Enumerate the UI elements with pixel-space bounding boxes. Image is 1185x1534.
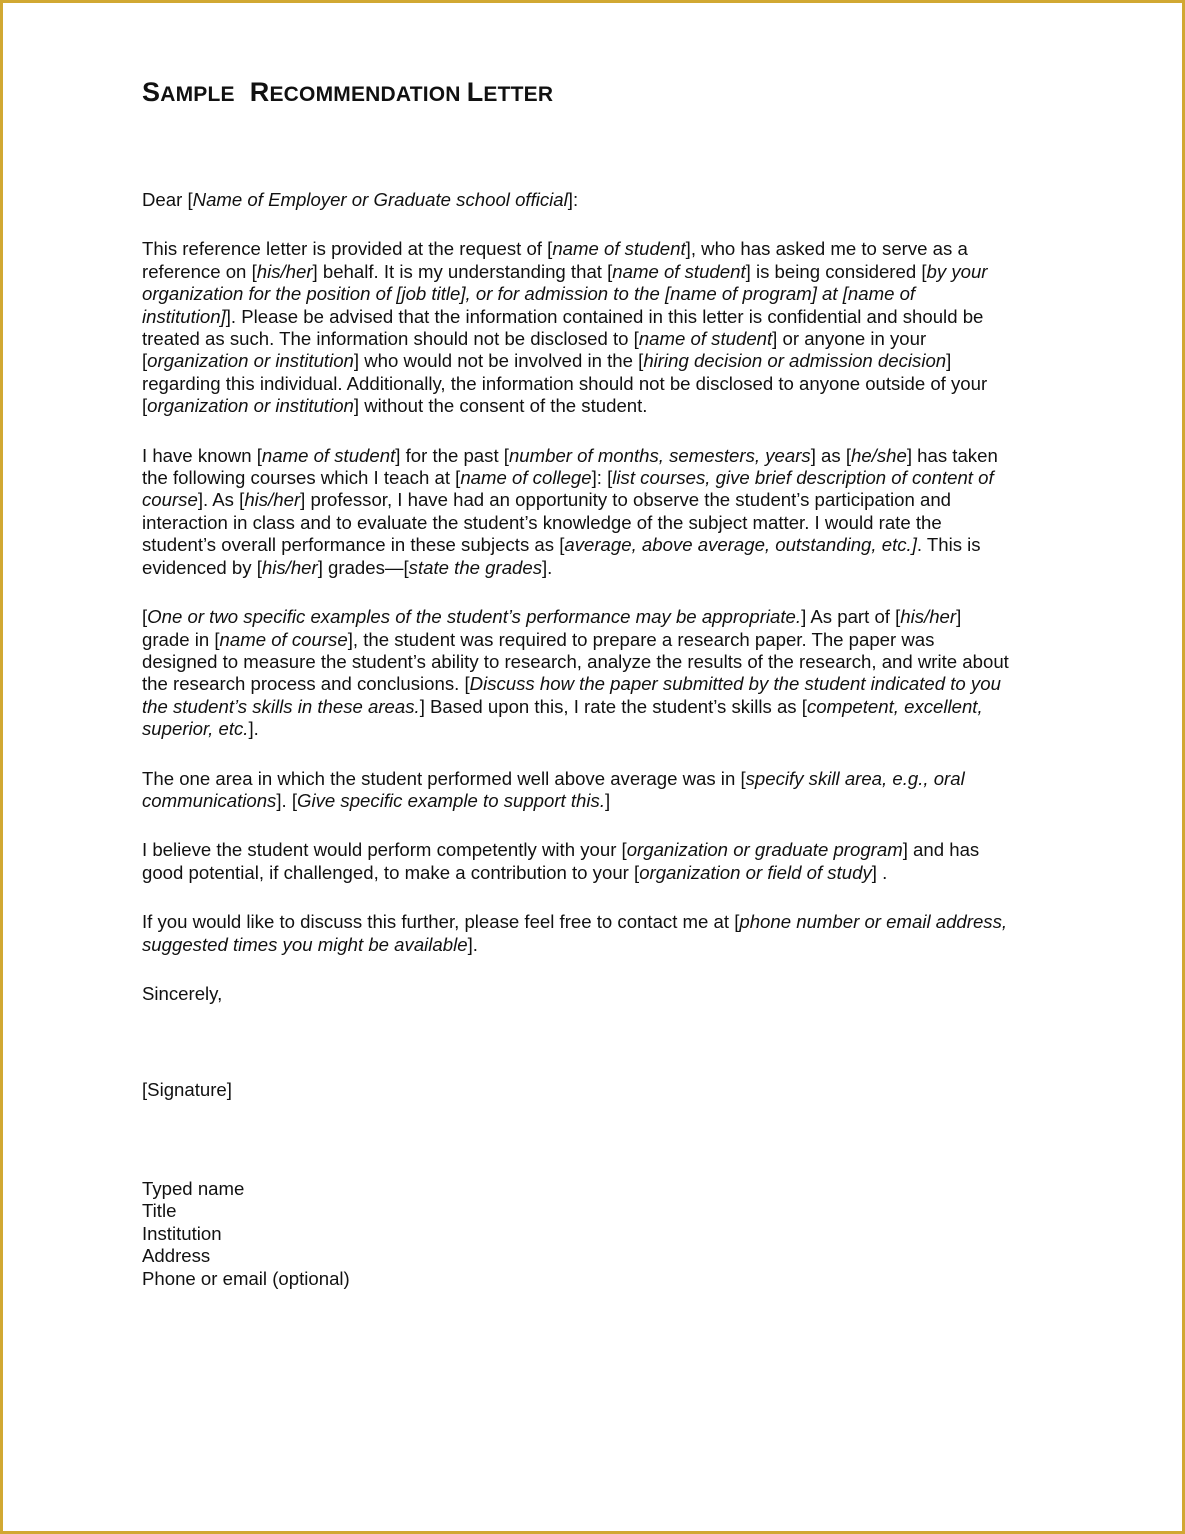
paragraph-contact — [142, 911, 1057, 956]
placeholder-text: One or two specific examples of the student’s performance may be appropriate. — [147, 606, 802, 628]
placeholder-text: specify skill area, e.g., oral — [745, 767, 965, 789]
paragraph-potential — [142, 839, 1057, 884]
text-line: good potential, if challenged, to make a contribution to your [organization or field of study] . — [142, 861, 888, 883]
title-word-2-initial: R — [249, 77, 270, 107]
text-line: suggested times you might be available]. — [142, 933, 478, 955]
text-line: designed to measure the student’s ability to research, analyze the results of the research, and write about — [142, 650, 1009, 672]
text-line: institution]]. Please be advised that the information contained in this letter is confidential and should be — [142, 305, 984, 327]
placeholder-employer-name: Name of Employer or Graduate school official — [192, 189, 568, 210]
salutation: Dear [Name of Employer or Graduate school official]: — [142, 189, 579, 210]
text-line: the research process and conclusions. [Discuss how the paper submitted by the student indicated to you — [142, 673, 1001, 695]
placeholder-text: state the grades — [408, 556, 543, 578]
text-line: If you would like to discuss this further, please feel free to contact me at [phone number or email address, — [142, 911, 1008, 933]
placeholder-text: superior, etc. — [142, 718, 249, 740]
text-line: I have known [name of student] for the past [number of months, semesters, years] as [he/she] has taken — [142, 444, 998, 466]
signer-title: Title — [142, 1200, 177, 1222]
placeholder-text: Discuss how the paper submitted by the student indicated to you — [469, 673, 1001, 695]
text-line — [142, 283, 1057, 305]
placeholder-text: name of student — [612, 260, 746, 282]
placeholder-text: institution] — [142, 305, 226, 327]
document-title — [142, 75, 553, 112]
text-line: reference on [his/her] behalf. It is my understanding that [name of student] is being considered [by your — [142, 260, 988, 282]
text-line: [organization or institution] without the consent of the student. — [142, 395, 648, 417]
text-line: the student’s skills in these areas.] Based upon this, I rate the student’s skills as [competent, excellent, — [142, 695, 983, 717]
text-line: superior, etc.]. — [142, 718, 259, 740]
placeholder-text: organization for the position of [job title], or for admission to the [name of program] at [name of — [142, 283, 916, 305]
signer-contact: Phone or email (optional) — [142, 1267, 350, 1289]
signer-details — [142, 1178, 350, 1290]
placeholder-text: by your — [926, 260, 988, 282]
placeholder-text: his/her — [256, 260, 313, 282]
text-line: The one area in which the student performed well above average was in [specify skill area, e.g., oral — [142, 767, 965, 789]
placeholder-text: course — [142, 489, 198, 511]
placeholder-text: Give specific example to support this. — [297, 789, 605, 811]
title-word-3-rest: ETTER — [483, 83, 554, 106]
paragraph-skill-area — [142, 768, 1057, 813]
signature-placeholder: [Signature] — [142, 1079, 232, 1100]
paragraph-performance-examples — [142, 606, 1057, 740]
placeholder-text: name of student — [552, 238, 686, 260]
placeholder-text: the student’s skills in these areas. — [142, 695, 420, 717]
signer-address: Address — [142, 1245, 211, 1267]
placeholder-text: average, above average, outstanding, etc.] — [564, 534, 917, 556]
text-line: regarding this individual. Additionally, the information should not be disclosed to anyone outside of your — [142, 372, 988, 394]
text-line: [One or two specific examples of the student’s performance may be appropriate.] As part of [his/her] — [142, 606, 962, 628]
placeholder-text: number of months, semesters, years — [508, 444, 811, 466]
text-line: student’s overall performance in these subjects as [average, above average, outstanding, etc.]. This is — [142, 534, 981, 556]
placeholder-text: name of college — [460, 467, 592, 489]
placeholder-text: phone number or email address, — [739, 911, 1008, 933]
title-word-1-rest: AMPLE — [160, 83, 235, 106]
placeholder-text: hiring decision or admission decision — [643, 350, 947, 372]
title-word-3-initial: L — [466, 77, 484, 107]
text-line: treated as such. The information should not be disclosed to [name of student] or anyone in your — [142, 328, 927, 350]
signer-institution: Institution — [142, 1222, 222, 1244]
closing: Sincerely, — [142, 982, 223, 1004]
placeholder-text: organization or institution — [147, 395, 354, 417]
paragraph-courses-known — [142, 445, 1057, 579]
text-line: interaction in class and to evaluate the student’s knowledge of the subject matter. I would rate the — [142, 511, 942, 533]
text-line: grade in [name of course], the student was required to prepare a research paper. The paper was — [142, 628, 935, 650]
typed-name: Typed name — [142, 1178, 245, 1199]
paragraph-reference-request — [142, 238, 1057, 417]
letter-body — [142, 189, 1057, 1005]
text-line: the following courses which I teach at [name of college]: [list courses, give brief description of content of — [142, 467, 994, 489]
text-line: communications]. [Give specific example to support this.] — [142, 789, 611, 811]
placeholder-text: organization or field of study — [639, 861, 872, 883]
placeholder-text: list courses, give brief description of content of — [612, 467, 994, 489]
text-line: I believe the student would perform competently with your [organization or graduate program] and has — [142, 839, 980, 861]
title-word-1-initial: S — [142, 77, 161, 107]
placeholder-text: communications — [142, 789, 277, 811]
title-word-2-rest: ECOMMENDATION — [269, 83, 461, 106]
placeholder-text: his/her — [244, 489, 301, 511]
text-line: [organization or institution] who would not be involved in the [hiring decision or admission decision] — [142, 350, 952, 372]
placeholder-text: competent, excellent, — [806, 695, 983, 717]
text-line: evidenced by [his/her] grades—[state the grades]. — [142, 556, 553, 578]
placeholder-text: organization or institution — [147, 350, 354, 372]
text-line: course]. As [his/her] professor, I have had an opportunity to observe the student’s participation and — [142, 489, 952, 511]
placeholder-text: his/her — [900, 606, 957, 628]
placeholder-text: organization or graduate program — [626, 839, 903, 861]
placeholder-text: his/her — [261, 556, 318, 578]
placeholder-text: name of student — [261, 444, 396, 466]
placeholder-text: suggested times you might be available — [142, 933, 468, 955]
placeholder-text: name of course — [219, 628, 348, 650]
placeholder-text: he/she — [851, 444, 907, 466]
placeholder-text: name of student — [638, 328, 773, 350]
text-line: This reference letter is provided at the request of [name of student], who has asked me to serve as a — [142, 238, 968, 260]
